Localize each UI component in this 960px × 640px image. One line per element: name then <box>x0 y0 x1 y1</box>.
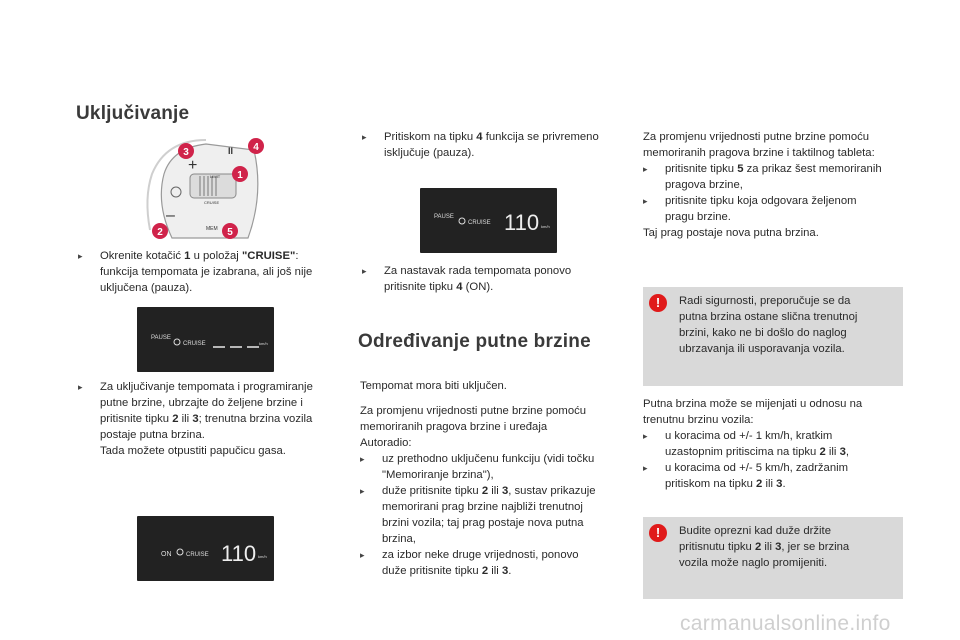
svg-text:110: 110 <box>221 541 257 566</box>
warning-icon: ! <box>649 524 667 542</box>
svg-text:5: 5 <box>227 227 233 238</box>
limit-label: LIMIT <box>210 174 221 179</box>
svg-text:3: 3 <box>183 147 189 158</box>
col1-bullet1: ▸ Okrenite kotačić 1 u položaj "CRUISE": funkcija tempomata je izabrana, ali još nije uključena (pauza). <box>78 248 340 296</box>
svg-text:km/h: km/h <box>259 341 268 346</box>
col2-b5: ▸ za izbor neke druge vrijednosti, ponovo duže pritisnite tipku 2 ili 3. <box>360 547 630 579</box>
col2-bullet1: ▸ Pritiskom na tipku 4 funkcija se privremeno isključuje (pauza). <box>362 129 624 161</box>
pause-label: II <box>228 146 234 156</box>
svg-text:PAUSE: PAUSE <box>151 335 171 341</box>
svg-text:PAUSE: PAUSE <box>434 214 454 220</box>
col2-p2: Za promjenu vrijednosti putne brzine pomoću memoriranih pragova brzine i uređaja Autoradio: ▸ uz prethodno uključenu funkciju (vidi točku "Memoriranje brzina"), ▸ duže pritisnite tipku 2 ili 3, sustav prikazuje memorirani prag brzine najbliži trenutnoj brzini vozila; taj prag postaje nova putna brzina, ▸ za izbor neke druge vrijednosti, ponovo duže pritisnite tipku 2 ili 3. <box>360 403 630 579</box>
warning-icon: ! <box>649 294 667 312</box>
cruise-label: CRUISE <box>204 200 220 205</box>
cruise-display-pause-110 <box>420 188 557 253</box>
svg-text:CRUISE: CRUISE <box>183 341 206 347</box>
plus-label: + <box>188 157 198 174</box>
minus-label: – <box>166 207 175 224</box>
svg-text:CRUISE: CRUISE <box>186 552 209 558</box>
watermark: carmanualsonline.info <box>680 612 891 635</box>
cruise-display-on <box>137 516 274 581</box>
svg-text:ON: ON <box>161 551 172 558</box>
svg-text:4: 4 <box>253 142 259 153</box>
col1-bullet2: ▸ Za uključivanje tempomata i programiranje putne brzine, ubrzajte do željene brzine i pritisnite tipku 2 ili 3; trenutna brzina vozila postaje putna brzina. Tada možete otpustiti papučicu gasa. <box>78 379 340 459</box>
col2-b4: ▸ duže pritisnite tipku 2 ili 3, sustav prikazuje memorirani prag brzine najbliži trenutnoj brzini vozila; taj prag postaje nova putna brzina, <box>360 483 630 547</box>
svg-text:km/h: km/h <box>541 224 550 229</box>
svg-text:110: 110 <box>504 210 540 235</box>
col3-top: Za promjenu vrijednosti putne brzine pomoću memoriranih pragova brzine i taktilnog tableta: ▸ pritisnite tipku 5 za prikaz šest memoriranih pragova brzine, ▸ pritisnite tipku koja odgovara željenom pragu brzine. Taj prag postaje nova putna brzina. <box>643 129 918 241</box>
svg-text:CRUISE: CRUISE <box>468 220 491 226</box>
warning-box-hold: ! Budite oprezni kad duže držite pritisnutu tipku 2 ili 3, jer se brzina vozila može naglo promijeniti. <box>643 517 903 599</box>
cruise-display-pause-blank <box>137 307 274 372</box>
mem-label: MEM <box>206 226 218 232</box>
svg-text:2: 2 <box>157 227 163 238</box>
svg-text:km/h: km/h <box>258 554 267 559</box>
section-title: Uključivanje <box>76 103 190 124</box>
warning-box-safety: ! Radi sigurnosti, preporučuje se da putna brzina ostane slična trenutnoj brzini, kako ne bi došlo do naglog ubrzavanja ili usporavanja vozila. <box>643 287 903 386</box>
col2-bullet2: ▸ Za nastavak rada tempomata ponovo pritisnite tipku 4 (ON). <box>362 263 624 295</box>
section-title-2: Određivanje putne brzine <box>358 331 591 352</box>
steering-control-illustration <box>136 134 276 242</box>
col2-b3: ▸ uz prethodno uključenu funkciju (vidi točku "Memoriranje brzina"), <box>360 451 630 483</box>
col3-mid: Putna brzina može se mijenjati u odnosu na trenutnu brzinu vozila: ▸ u koracima od +/- 1 km/h, kratkim uzastopnim pritiscima na tipku 2 ili 3, ▸ u koracima od +/- 5 km/h, zadržanim pritiskom na tipku 2 ili 3. <box>643 396 918 492</box>
svg-text:1: 1 <box>237 170 243 181</box>
col2-p1: Tempomat mora biti uključen. <box>360 380 507 392</box>
